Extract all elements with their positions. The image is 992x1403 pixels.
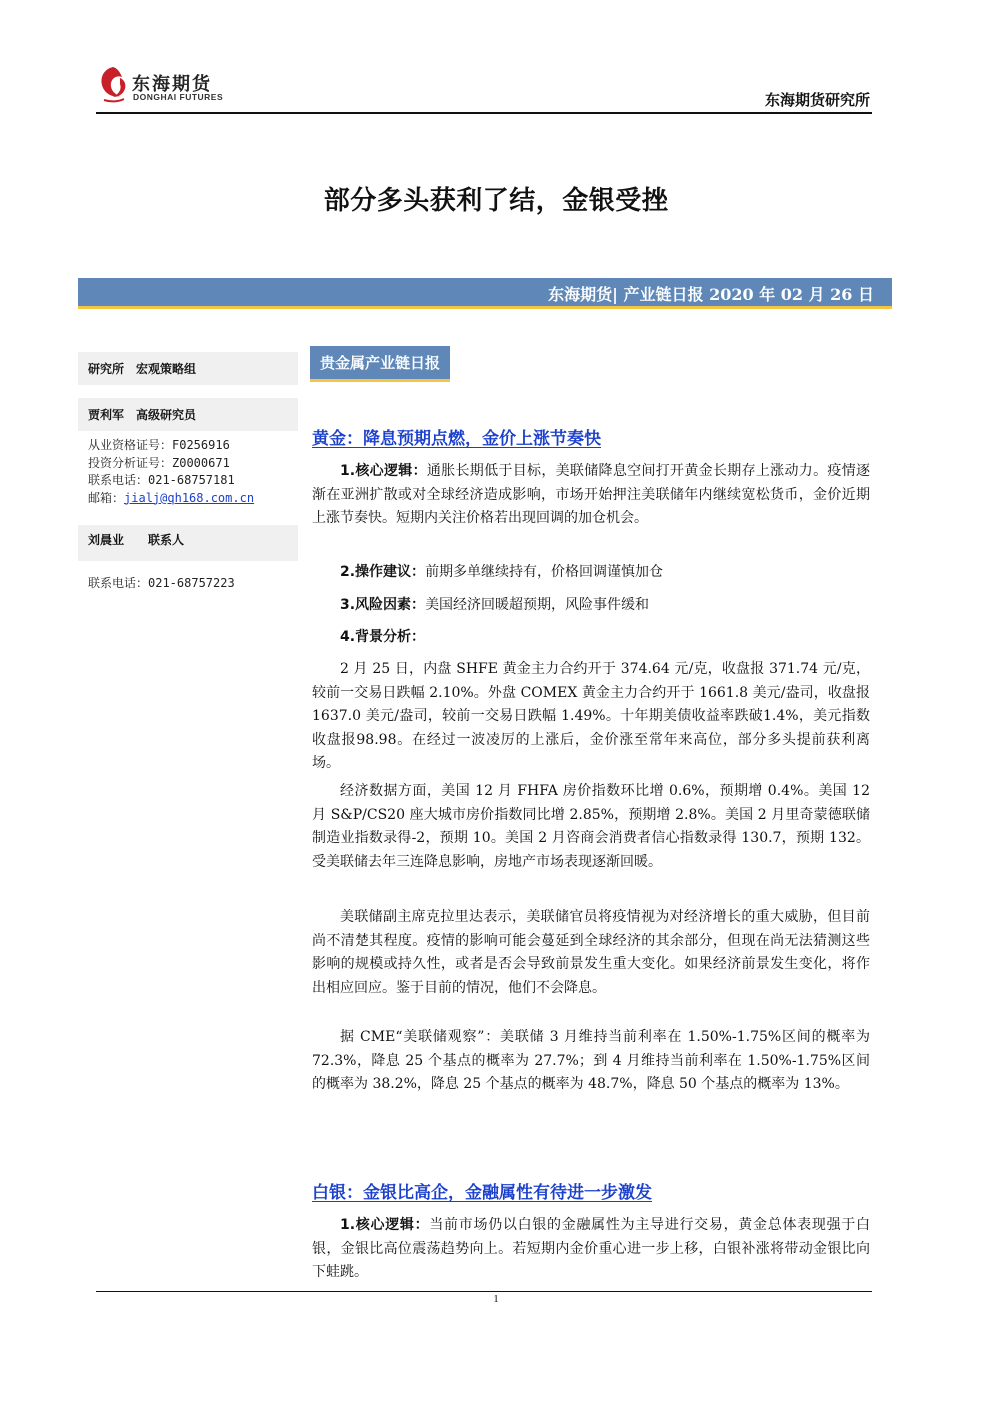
- gold-advice-label: 2.操作建议：: [340, 564, 426, 580]
- gold-background-label-line: [312, 626, 870, 650]
- company-logo: [96, 62, 236, 110]
- logo-english-text: DONGHAI FUTURES: [133, 92, 224, 102]
- analyst-qualification: 从业资格证号：F0256916: [88, 438, 230, 452]
- email-label: 邮箱：: [88, 490, 125, 505]
- analyst-name: 贾利军 高级研究员: [78, 398, 298, 431]
- gold-background-p3: 美联储副主席克拉里达表示，美联储官员将疫情视为对经济增长的重大威胁，但目前尚不清楚其程度。疫情的影响可能会蔓延到全球经济的其余部分，但现在尚无法猜测这些影响的规模或持久性，或者是否会导致前景发生重大变化。如果经济前景发生变化，将作出相应回应。鉴于目前的情况，他们不会降息。: [312, 909, 870, 996]
- contact-phone: 联系电话：021-68757223: [88, 576, 235, 590]
- gold-logic-text: 通胀长期低于目标，美联储降息空间打开黄金长期存上涨动力。疫情逐渐在亚洲扩散或对全球经济造成影响，市场开始押注美联储年内继续宽松货币，金价近期上涨节奏快。短期内关注价格若出现回调的加仓机会。: [312, 463, 871, 526]
- banner-text: 东海期货| 产业链日报 2020 年 02 月 26 日: [548, 285, 874, 304]
- gold-background-p4: 据 CME“美联储观察”：美联储 3 月维持当前利率在 1.50%-1.75%区间的概率为 72.3%，降息 25 个基点的概率为 27.7%；到 4 月维持当前利率在 1.50%-1.75%区间的概率为 38.2%，降息 25 个基点的概率为 48.7%，降息 50 个基点的概率为 13%。: [312, 1029, 870, 1092]
- analyst-investment-cert: 投资分析证号：Z0000671: [88, 455, 230, 470]
- team-label: 研究所 宏观策略组: [78, 352, 298, 385]
- page-number: 1: [493, 1293, 499, 1305]
- silver-heading: 白银：金银比高企，金融属性有待进一步激发: [312, 1183, 652, 1203]
- report-banner: [78, 278, 892, 309]
- gold-background-p2: 经济数据方面，美国 12 月 FHFA 房价指数环比增 0.6%，预期增 0.4%。美国 12 月 S&P/CS20 座大城市房价指数同比增 2.85%，预期增 2.8%。美国 2 月里奇蒙德联储制造业指数录得-2，预期 10。美国 2 月咨商会消费者信心指数录得 130.7，预期 132。受美联储去年三连降息影响，房地产市场表现逐渐回暖。: [312, 783, 870, 870]
- silver-logic-paragraph: [312, 1214, 870, 1285]
- gold-advice-paragraph: [312, 561, 870, 585]
- analyst-phone: 联系电话：021-68757181: [88, 473, 235, 487]
- gold-background-p1: 2 月 25 日，内盘 SHFE 黄金主力合约开于 374.64 元/克，收盘报 371.74 元/克，较前一交易日跌幅 2.10%。外盘 COMEX 黄金主力合约开于 1661.8 美元/盎司，收盘报1637.0 美元/盎司，较前一交易日跌幅 1.49%。十年期美债收益率跌破1.4%，美元指数收盘报98.98。在经过一波凌厉的上涨后，金价涨至常年来高位，部分多头提前获利离场。: [312, 661, 870, 771]
- page-header: [96, 62, 872, 114]
- author-sidebar: [78, 340, 298, 593]
- institute-name: 东海期货研究所: [764, 91, 870, 109]
- section-tag: 贵金属产业链日报: [310, 346, 450, 379]
- gold-logic-label: 1.核心逻辑：: [340, 463, 427, 479]
- footer-divider: [96, 1291, 872, 1292]
- gold-risk-text: 美国经济回暖超预期，风险事件缓和: [425, 597, 650, 613]
- silver-logic-label: 1.核心逻辑：: [340, 1217, 430, 1233]
- analyst-email-line: [78, 490, 298, 508]
- gold-heading: 黄金：降息预期点燃，金价上涨节奏快: [312, 429, 601, 449]
- contact-name: 刘晨业 联系人: [78, 525, 298, 561]
- logo-chinese-text: 东海期货: [132, 74, 212, 95]
- gold-risk-paragraph: [312, 594, 870, 618]
- analyst-email-link[interactable]: jialj@qh168.com.cn: [124, 490, 255, 505]
- silver-logic-text: 当前市场仍以白银的金融属性为主导进行交易，黄金总体表现强于白银，金银比高位震荡趋势向上。若短期内金价重心进一步上移，白银补涨将带动金银比向下蛙跳。: [312, 1217, 871, 1280]
- gold-logic-paragraph: [312, 460, 870, 531]
- report-title: 部分多头获利了结，金银受挫: [323, 186, 669, 216]
- dragon-logo-icon: [96, 64, 130, 104]
- gold-background-label: 4.背景分析：: [340, 629, 426, 645]
- gold-advice-text: 前期多单继续持有，价格回调谨慎加仓: [425, 564, 664, 580]
- gold-risk-label: 3.风险因素：: [340, 597, 426, 613]
